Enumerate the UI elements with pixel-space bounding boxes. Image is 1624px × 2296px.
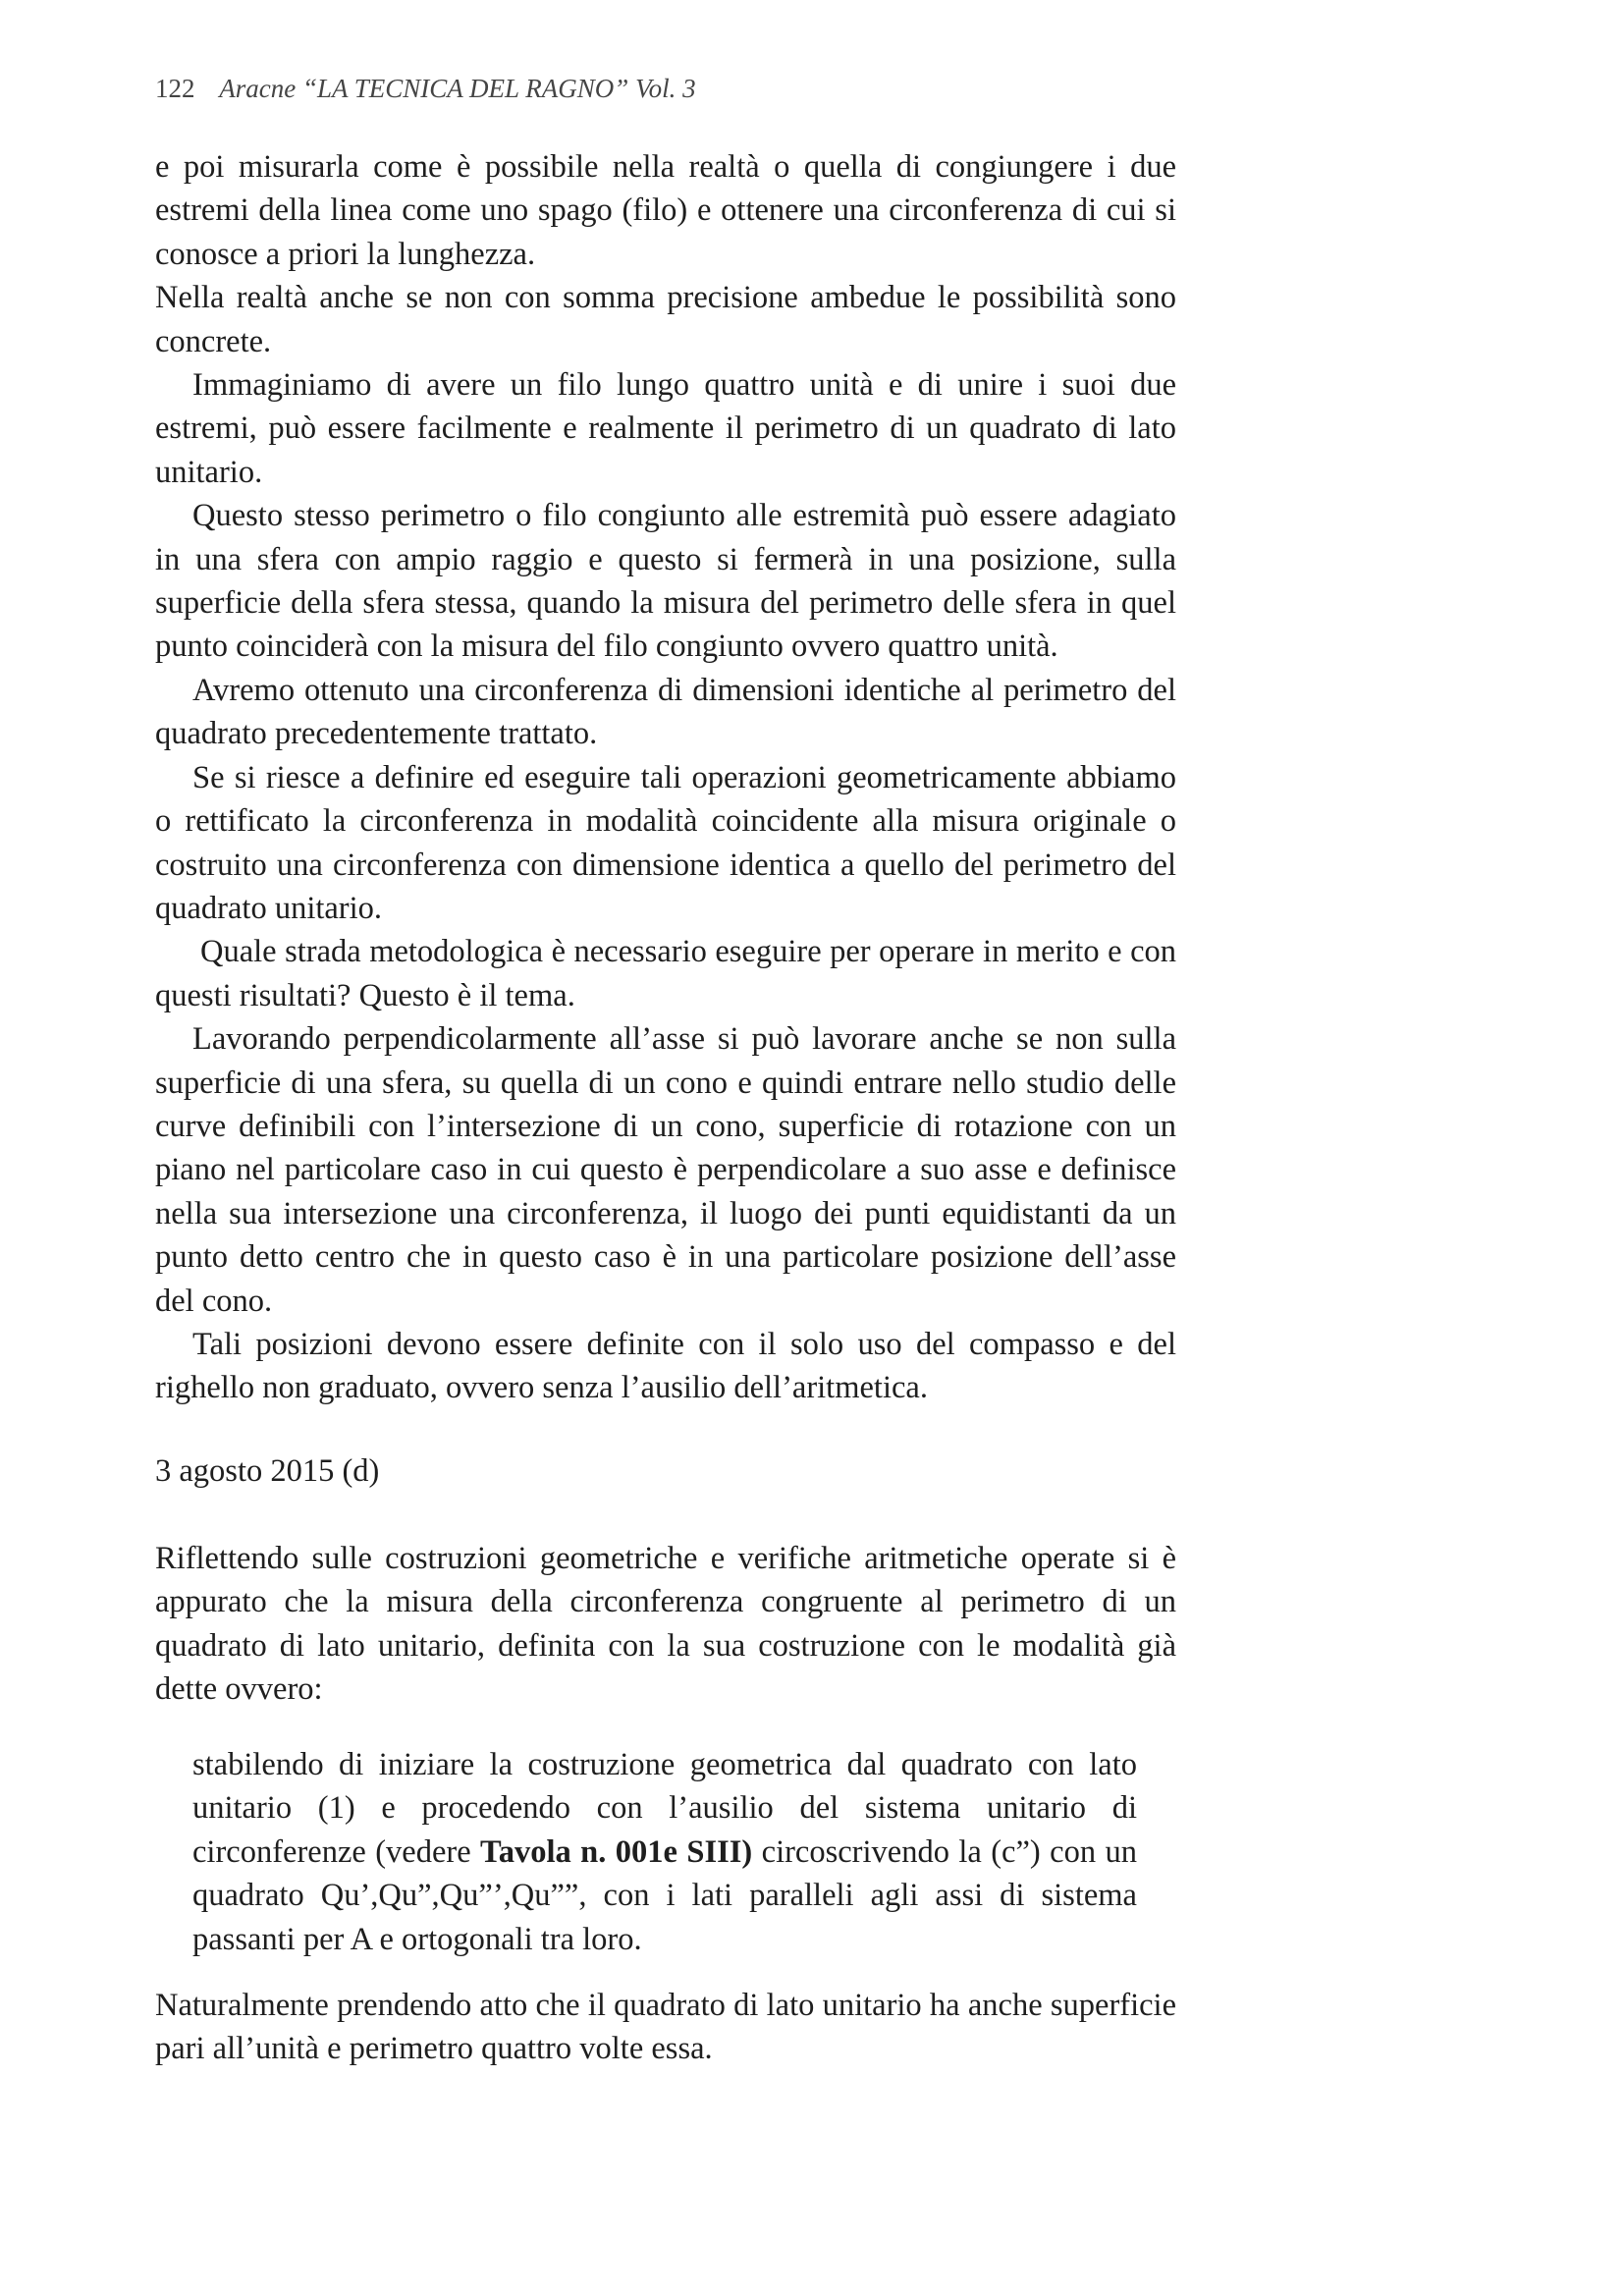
paragraph: Tali posizioni devono essere definite con il solo uso del compasso e del righello non graduato, ovvero senza l’ausilio dell’aritmetica. <box>155 1326 1176 1406</box>
paragraph: Immaginiamo di avere un filo lungo quattro unità e di unire i suoi due estremi, può essere facilmente e realmente il perimetro di un quadrato di lato unitario. <box>155 367 1176 490</box>
closing-text <box>155 1984 1176 2071</box>
paragraph: Avremo ottenuto una circonferenza di dimensioni identiche al perimetro del quadrato precedentemente trattato. <box>155 672 1176 752</box>
date-heading: 3 agosto 2015 (d) <box>155 1453 380 1489</box>
paragraph: Se si riesce a definire ed eseguire tali operazioni geometricamente abbiamo o rettificato la circonferenza in modalità coincidente alla misura originale o costruito una circonferenza con dimensione identica a quello del perimetro del quadrato unitario. <box>155 759 1176 926</box>
paragraph: Nella realtà anche se non con somma precisione ambedue le possibilità sono concrete. <box>155 280 1176 359</box>
paragraph: Questo stesso perimetro o filo congiunto alle estremità può essere adagiato in una sfera con ampio raggio e questo si fermerà in una posizione, sulla superficie della sfera stessa, quando la misura del perimetro delle sfera in quel punto coinciderà con la misura del filo congiunto ovvero quattro unità. <box>155 498 1176 665</box>
paragraph: Quale strada metodologica è necessario eseguire per operare in merito e con questi risultati? Questo è il tema. <box>155 934 1176 1013</box>
quote-paragraph <box>192 1743 1137 1961</box>
table-reference: Tavola n. 001e SIII) <box>480 1833 753 1870</box>
paragraph: Naturalmente prendendo atto che il quadrato di lato unitario ha anche superficie pari all’unità e perimetro quattro volte essa. <box>155 1988 1176 2067</box>
paragraph: e poi misurarla come è possibile nella realtà o quella di congiungere i due estremi della linea come uno spago (filo) e ottenere una circonferenza di cui si conosce a priori la lunghezza. <box>155 149 1176 272</box>
paragraph: Riflettendo sulle costruzioni geometriche e verifiche aritmetiche operate si è appurato che la misura della circonferenza congruente al perimetro di un quadrato di lato unitario, definita con la sua costruzione con le modalità già dette ovvero: <box>155 1541 1176 1708</box>
indented-quote <box>192 1743 1137 1961</box>
quote-text: circoscrivendo la (c”) con un quadrato Qu’,Qu”,Qu”’,Qu””, con i lati paralleli agli assi di sistema passanti per A e ortogonali tra loro. <box>192 1833 1137 1957</box>
section-text <box>155 1537 1176 1712</box>
running-header <box>155 69 696 108</box>
page-number: 122 <box>155 74 195 103</box>
body-text-block <box>155 145 1176 1410</box>
paragraph: Lavorando perpendicolarmente all’asse si può lavorare anche se non sulla superficie di una sfera, su quella di un cono e quindi entrare nello studio delle curve definibili con l’intersezione di un cono, superficie di rotazione con un piano nel particolare caso in cui questo è perpendicolare a suo asse e definisce nella sua intersezione una circonferenza, il luogo dei punti equidistanti da un punto detto centro che in questo caso è in una particolare posizione dell’asse del cono. <box>155 1021 1176 1319</box>
quote-text: stabilendo di iniziare la costruzione geometrica dal quadrato con lato unitario (1) e procedendo con l’ausilio del sistema unitario di circonferenze (vedere <box>192 1747 1137 1870</box>
running-title: Aracne “LA TECNICA DEL RAGNO” Vol. 3 <box>219 74 696 103</box>
